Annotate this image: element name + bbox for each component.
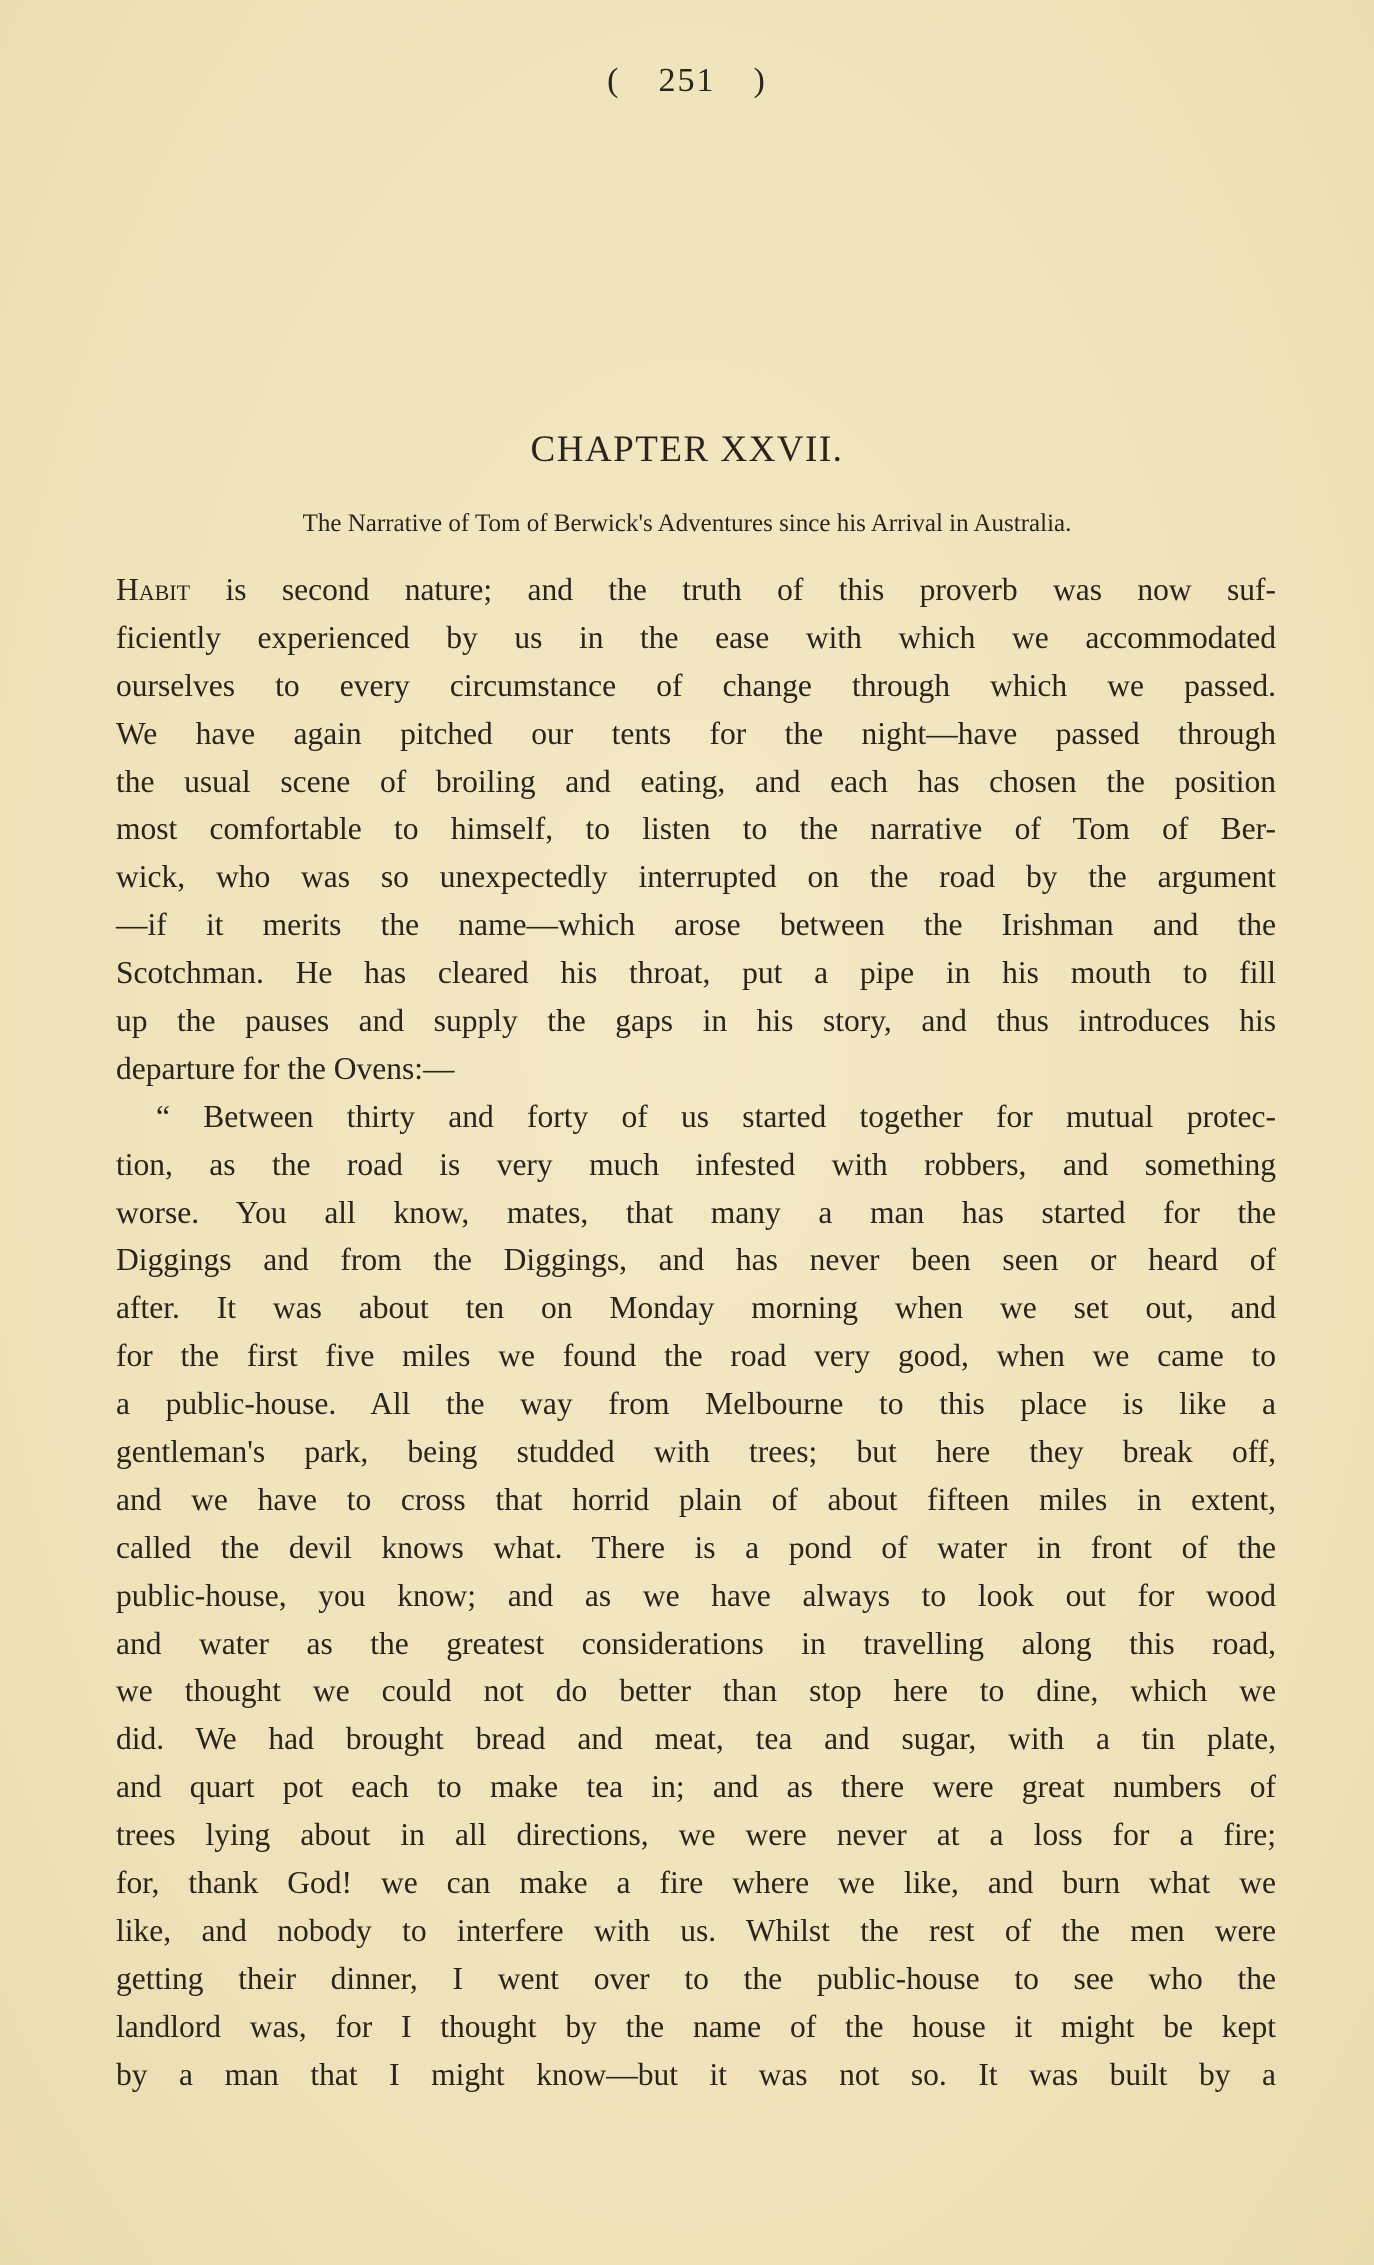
text-line: by a man that I might know—but it was not so. It was built by a [116, 2056, 1276, 2092]
text-line: “ Between thirty and forty of us started together for mutual protec- [156, 1098, 1276, 1134]
text-line: for, thank God! we can make a fire where we like, and burn what we [116, 1865, 1276, 1901]
text-line: most comfortable to himself, to listen to the narrative of Tom of Ber- [116, 811, 1276, 847]
text-line: worse. You all know, mates, that many a man has started for the [116, 1194, 1276, 1230]
text-line: getting their dinner, I went over to the public-house to see who the [116, 1960, 1276, 1996]
text-line: did. We had brought bread and meat, tea and sugar, with a tin plate, [116, 1721, 1276, 1757]
text-line: and quart pot each to make tea in; and as there were great numbers of [116, 1769, 1276, 1805]
text-line: landlord was, for I thought by the name of the house it might be kept [116, 2008, 1276, 2044]
text-line: and water as the greatest considerations in travelling along this road, [116, 1625, 1276, 1661]
text-line: we thought we could not do better than stop here to dine, which we [116, 1673, 1276, 1709]
text-line: We have again pitched our tents for the night—have passed through [116, 715, 1276, 751]
chapter-title: CHAPTER XXVII. [530, 429, 844, 470]
text-line: ficiently experienced by us in the ease with which we accommodated [116, 619, 1276, 655]
text-line: trees lying about in all directions, we were never at a loss for a fire; [116, 1817, 1276, 1853]
text-line: called the devil knows what. There is a pond of water in front of the [116, 1529, 1276, 1565]
text-line: up the pauses and supply the gaps in his story, and thus introduces his [116, 1003, 1276, 1039]
body-text [116, 566, 1276, 2099]
text-line: a public-house. All the way from Melbourne to this place is like a [116, 1386, 1276, 1422]
text-line: like, and nobody to interfere with us. Whilst the rest of the men were [116, 1912, 1276, 1948]
text-line: Habit is second nature; and the truth of this proverb was now suf- [116, 572, 1276, 607]
text-line: public-house, you know; and as we have always to look out for wood [116, 1577, 1276, 1613]
text-line: gentleman's park, being studded with trees; but here they break off, [116, 1434, 1276, 1470]
text-line: after. It was about ten on Monday morning when we set out, and [116, 1290, 1276, 1326]
page-number-open-paren: ( [607, 62, 621, 99]
drop-word: Habit [116, 572, 191, 607]
text-line: departure for the Ovens:— [116, 1050, 455, 1086]
text-line: ourselves to every circumstance of change through which we passed. [116, 667, 1276, 703]
text-line: Diggings and from the Diggings, and has never been seen or heard of [116, 1242, 1276, 1278]
page-number [0, 62, 1374, 100]
text-line: for the first five miles we found the road very good, when we came to [116, 1338, 1276, 1374]
page-number-value: 251 [658, 62, 716, 99]
text-line: the usual scene of broiling and eating, and each has chosen the position [116, 763, 1276, 799]
text-line: and we have to cross that horrid plain of about fifteen miles in extent, [116, 1481, 1276, 1517]
text-line: —if it merits the name—which arose between the Irishman and the [116, 907, 1276, 943]
text-line: tion, as the road is very much infested with robbers, and something [116, 1146, 1276, 1182]
chapter-subtitle: The Narrative of Tom of Berwick's Adventures since his Arrival in Australia. [302, 510, 1072, 537]
text-line: wick, who was so unexpectedly interrupted on the road by the argument [116, 859, 1276, 895]
page-number-close-paren: ) [753, 62, 767, 99]
text-line: Scotchman. He has cleared his throat, put a pipe in his mouth to fill [116, 955, 1276, 991]
